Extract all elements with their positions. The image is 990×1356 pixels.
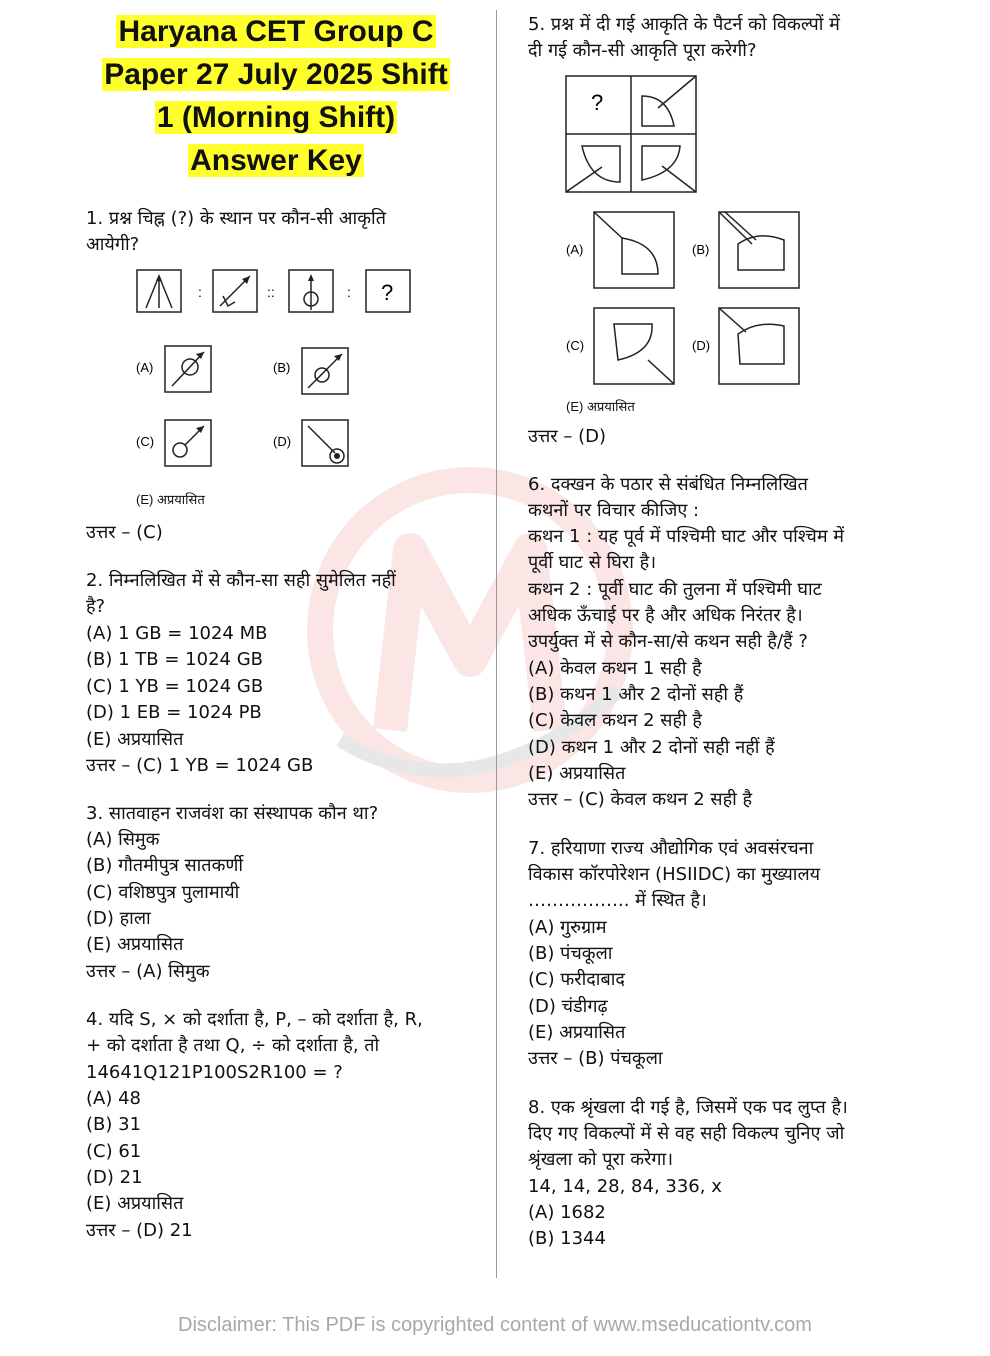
q1-sequence-figure xyxy=(130,266,420,320)
q7-option: (A) गुरुग्राम xyxy=(528,917,607,938)
seq-separator: : xyxy=(347,284,351,300)
q2-question: 2. निम्नलिखित में से कौन-सा सही सुमेलित नहीं xyxy=(86,570,396,591)
q2-answer: उत्तर – (C) 1 YB = 1024 GB xyxy=(86,755,314,776)
q1-question: आयेगी? xyxy=(86,234,140,255)
q4-option: (A) 48 xyxy=(86,1088,141,1109)
page-title xyxy=(86,10,466,182)
q6-question: अधिक ऊँचाई पर है और अधिक निरंतर है। xyxy=(528,605,803,626)
q5-answer: उत्तर – (D) xyxy=(528,426,607,447)
q8-option: (A) 1682 xyxy=(528,1202,606,1223)
q6-option: (D) कथन 1 और 2 दोनों सही नहीं हैं xyxy=(528,737,775,758)
question-mark: ? xyxy=(591,90,604,115)
option-label-a: (A) xyxy=(136,360,154,375)
q4-question: + को दर्शाता है तथा Q, ÷ को दर्शाता है, तो xyxy=(86,1035,380,1056)
q5-question: दी गई कौन-सी आकृति पूरा करेगी? xyxy=(528,40,757,61)
q2-option: (A) 1 GB = 1024 MB xyxy=(86,623,268,644)
q8-question: 14, 14, 28, 84, 336, x xyxy=(528,1176,722,1197)
q6-question: कथन 1 : यह पूर्व में पश्चिमी घाट और पश्चिम में xyxy=(528,526,845,547)
q4-option: (B) 31 xyxy=(86,1114,142,1135)
q3-answer: उत्तर – (A) सिमुक xyxy=(86,961,210,982)
q3-option: (B) गौतमीपुत्र सातकर्णी xyxy=(86,855,244,876)
q7-option: (C) फरीदाबाद xyxy=(528,969,625,990)
q5-option-e: (E) अप्रयासित xyxy=(566,399,635,414)
q2-question: है? xyxy=(86,596,106,617)
title-line: 1 (Morning Shift) xyxy=(156,101,396,134)
q6-option: (B) कथन 1 और 2 दोनों सही हैं xyxy=(528,684,744,705)
option-label-d: (D) xyxy=(692,338,711,353)
q4-option: (E) अप्रयासित xyxy=(86,1193,184,1214)
q6-answer: उत्तर – (C) केवल कथन 2 सही है xyxy=(528,789,753,810)
q6-question: पूर्वी घाट से घिरा है। xyxy=(528,552,657,573)
q6-question: कथनों पर विचार कीजिए : xyxy=(528,500,700,521)
q1-question: 1. प्रश्न चिह्न (?) के स्थान पर कौन-सी आकृति xyxy=(86,208,386,229)
q8-question: दिए गए विकल्पों में से वह सही विकल्प चुनिए जो xyxy=(528,1123,845,1144)
option-label-c: (C) xyxy=(566,338,585,353)
q2-option: (C) 1 YB = 1024 GB xyxy=(86,676,264,697)
q8-question: श्रृंखला को पूरा करेगा। xyxy=(528,1149,674,1170)
q4-answer: उत्तर – (D) 21 xyxy=(86,1220,193,1241)
q6-option: (A) केवल कथन 1 सही है xyxy=(528,658,702,679)
disclaimer: Disclaimer: This PDF is copyrighted content of www.mseducationtv.com xyxy=(178,1314,812,1336)
q2-option: (E) अप्रयासित xyxy=(86,729,184,750)
question-mark: ? xyxy=(381,280,394,305)
q7-option: (E) अप्रयासित xyxy=(528,1022,626,1043)
q5-options-figure xyxy=(562,204,812,394)
seq-separator: : xyxy=(198,284,202,300)
q7-question: 7. हरियाणा राज्य औद्योगिक एवं अवसंरचना xyxy=(528,838,814,859)
q6-question: 6. दक्खन के पठार से संबंधित निम्नलिखित xyxy=(528,474,808,495)
option-label-d: (D) xyxy=(273,434,292,449)
q3-option: (D) हाला xyxy=(86,908,151,929)
q8-option: (B) 1344 xyxy=(528,1228,606,1249)
q6-question: कथन 2 : पूर्वी घाट की तुलना में पश्चिमी घाट xyxy=(528,579,822,600)
q5-question-figure xyxy=(562,72,702,196)
q4-option: (D) 21 xyxy=(86,1167,143,1188)
q1-answer: उत्तर – (C) xyxy=(86,522,163,543)
q7-question: विकास कॉरपोरेशन (HSIIDC) का मुख्यालय xyxy=(528,864,821,885)
title-line: Paper 27 July 2025 Shift xyxy=(104,58,448,91)
seq-separator: :: xyxy=(267,284,275,300)
option-label-c: (C) xyxy=(136,434,155,449)
q3-question: 3. सातवाहन राजवंश का संस्थापक कौन था? xyxy=(86,803,379,824)
title-line: Answer Key xyxy=(190,144,362,177)
q7-option: (D) चंडीगढ़ xyxy=(528,996,608,1017)
q5-question: 5. प्रश्न में दी गई आकृति के पैटर्न को विकल्पों में xyxy=(528,14,840,35)
q7-option: (B) पंचकूला xyxy=(528,943,613,964)
q1-options-figure xyxy=(130,336,360,476)
q1-option-e: (E) अप्रयासित xyxy=(136,492,205,507)
q3-option: (A) सिमुक xyxy=(86,829,160,850)
q6-option: (E) अप्रयासित xyxy=(528,763,626,784)
title-line: Haryana CET Group C xyxy=(118,15,434,48)
option-label-b: (B) xyxy=(692,242,710,257)
q3-option: (E) अप्रयासित xyxy=(86,934,184,955)
q6-option: (C) केवल कथन 2 सही है xyxy=(528,710,702,731)
q2-option: (B) 1 TB = 1024 GB xyxy=(86,649,263,670)
option-label-a: (A) xyxy=(566,242,584,257)
option-label-b: (B) xyxy=(273,360,291,375)
q3-option: (C) वशिष्ठपुत्र पुलामायी xyxy=(86,882,240,903)
column-divider xyxy=(496,10,497,1278)
q4-question: 4. यदि S, × को दर्शाता है, P, – को दर्शाता है, R, xyxy=(86,1009,423,1030)
q4-question: 14641Q121P100S2R100 = ? xyxy=(86,1062,343,1083)
q6-question: उपर्युक्त में से कौन-सा/से कथन सही है/हैं ? xyxy=(528,631,808,652)
q7-answer: उत्तर – (B) पंचकूला xyxy=(528,1048,663,1069)
q8-question: 8. एक श्रृंखला दी गई है, जिसमें एक पद लुप्त है। xyxy=(528,1097,848,1118)
q4-option: (C) 61 xyxy=(86,1141,142,1162)
q7-question: …………….. में स्थित है। xyxy=(528,890,707,911)
q2-option: (D) 1 EB = 1024 PB xyxy=(86,702,262,723)
